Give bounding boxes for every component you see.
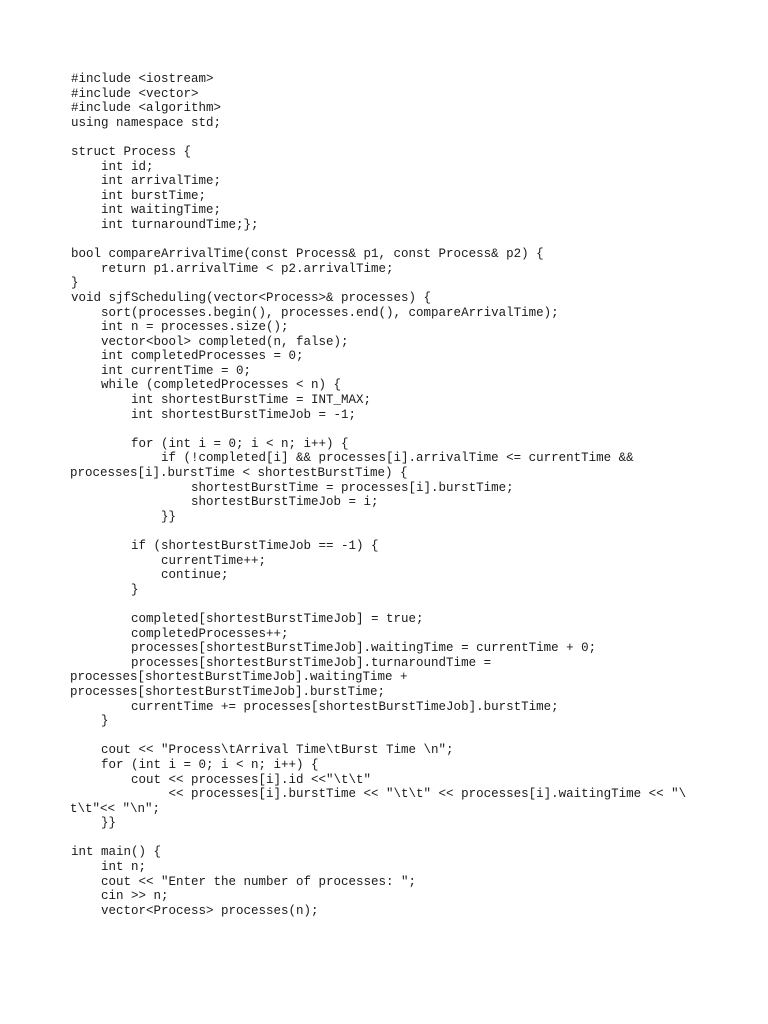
code-line: processes[shortestBurstTimeJob].waitingTime = currentTime + 0; [71, 641, 597, 656]
code-line: shortestBurstTime = processes[i].burstTime; [71, 480, 514, 495]
code-line [71, 524, 686, 539]
code-block [71, 72, 686, 918]
code-line: << processes[i].burstTime << "\t\t" << processes[i].waitingTime << "\ [71, 787, 687, 802]
code-line [71, 597, 686, 612]
code-line: int n; [71, 860, 147, 875]
code-line: #include <iostream> [71, 72, 214, 86]
code-line: #include <vector> [71, 86, 199, 101]
code-line: vector<Process> processes(n); [71, 903, 319, 918]
code-line: int shortestBurstTime = INT_MAX; [71, 393, 372, 408]
code-line: cin >> n; [71, 889, 169, 904]
code-line: int main() { [71, 845, 162, 860]
code-line: for (int i = 0; i < n; i++) { [71, 757, 319, 772]
code-line: shortestBurstTimeJob = i; [71, 495, 379, 510]
code-line: bool compareArrivalTime(const Process& p1, const Process& p2) { [71, 247, 544, 262]
code-line [71, 233, 686, 248]
code-line: int turnaroundTime;}; [71, 217, 259, 232]
code-line: using namespace std; [71, 115, 222, 130]
code-line: cout << "Enter the number of processes: "; [71, 874, 417, 889]
code-line: } [71, 276, 79, 291]
code-line: continue; [71, 568, 229, 583]
code-line: }} [71, 816, 117, 831]
code-line: for (int i = 0; i < n; i++) { [71, 436, 349, 451]
code-line: int arrivalTime; [71, 174, 222, 189]
code-line: int burstTime; [71, 188, 207, 203]
code-line: currentTime += processes[shortestBurstTimeJob].burstTime; [71, 699, 559, 714]
code-line: int waitingTime; [71, 203, 222, 218]
code-line [71, 729, 686, 744]
code-line: int currentTime = 0; [71, 363, 252, 378]
code-line: currentTime++; [71, 553, 267, 568]
code-line [71, 831, 686, 846]
code-line: completed[shortestBurstTimeJob] = true; [71, 611, 424, 626]
code-line: t\t"<< "\n"; [70, 801, 161, 816]
code-line: while (completedProcesses < n) { [71, 378, 342, 393]
code-line: sort(processes.begin(), processes.end(), compareArrivalTime); [71, 305, 559, 320]
code-line: } [71, 714, 109, 729]
code-line: completedProcesses++; [71, 626, 289, 641]
code-line: #include <algorithm> [71, 101, 222, 116]
code-line: int id; [71, 159, 154, 174]
code-line: int completedProcesses = 0; [71, 349, 304, 364]
code-line: int n = processes.size(); [71, 320, 289, 335]
code-line: processes[shortestBurstTimeJob].turnaroundTime = [71, 655, 492, 670]
code-line: if (!completed[i] && processes[i].arrivalTime <= currentTime && [71, 451, 634, 466]
code-line: processes[shortestBurstTimeJob].waitingTime + [70, 670, 408, 685]
code-line: if (shortestBurstTimeJob == -1) { [71, 539, 379, 553]
code-line: processes[i].burstTime < shortestBurstTime) { [70, 466, 408, 481]
code-line: }} [71, 509, 177, 524]
code-line: struct Process { [71, 144, 192, 159]
code-line: } [71, 582, 139, 597]
code-line: cout << "Process\tArrival Time\tBurst Time \n"; [71, 743, 454, 758]
code-line [71, 130, 686, 145]
code-line: void sjfScheduling(vector<Process>& processes) { [71, 290, 432, 305]
code-line [71, 422, 686, 437]
code-line: return p1.arrivalTime < p2.arrivalTime; [71, 261, 394, 276]
code-line: int shortestBurstTimeJob = -1; [71, 407, 357, 422]
code-line: cout << processes[i].id <<"\t\t" [71, 772, 372, 787]
code-line: vector<bool> completed(n, false); [71, 334, 349, 349]
code-line: processes[shortestBurstTimeJob].burstTime; [70, 684, 386, 699]
